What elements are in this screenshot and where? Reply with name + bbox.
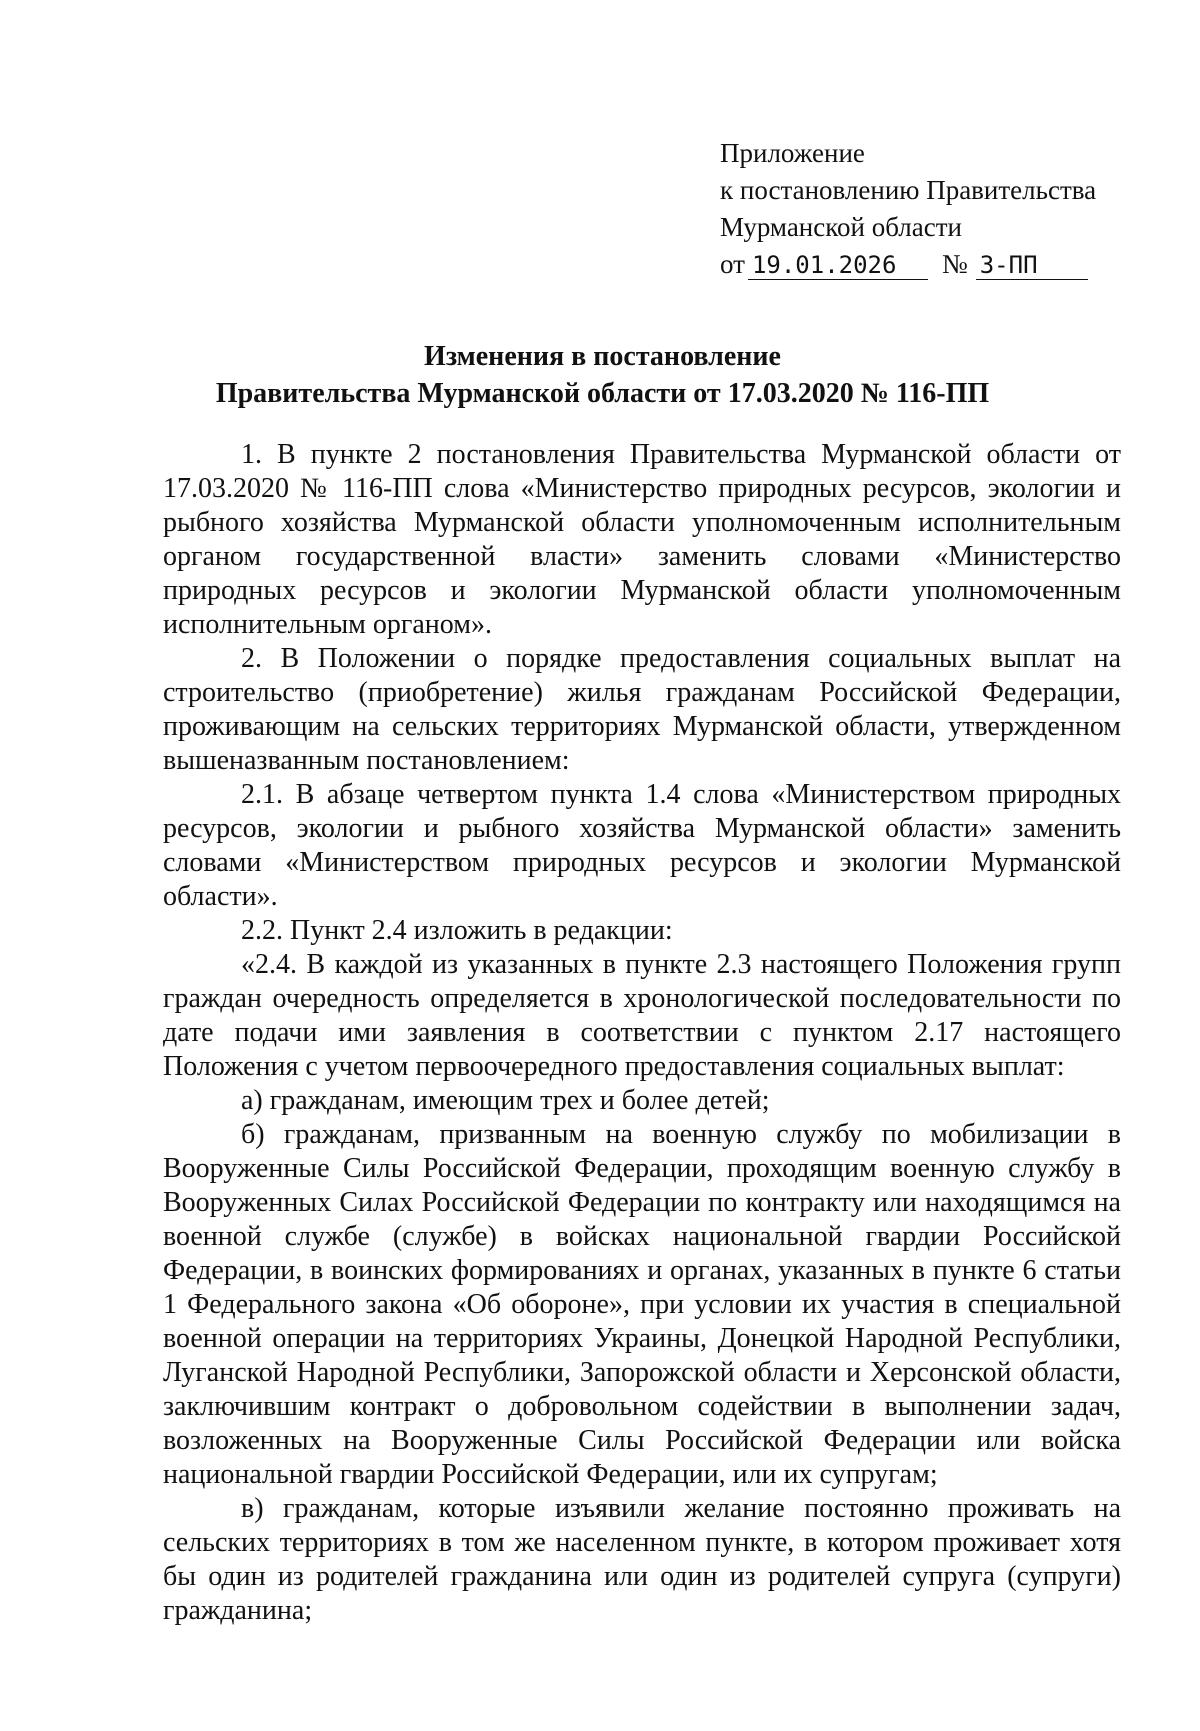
document-date: 19.01.2026 [748,251,928,280]
appendix-label: Приложение [720,138,865,168]
number-sign: № [941,249,968,279]
document-number: 3-ПП [976,251,1088,280]
paragraph-2-1: 2.1. В абзаце четвертом пункта 1.4 слова «Министерством природных ресурсов, экологии и рыбного хозяйства Мурманской области» заменить словами «Министерством природных ресурсов и экологии Мурманской области». [163,779,1121,912]
list-item-b: б) гражданам, призванным на военную службу по мобилизации в Вооруженные Силы Российской Федерации, проходящим военную службу в Вооруженных Силах Российской Федерации по контракту или находящимся на военной службе (службе) в войсках национальной гвардии Российской Федерации, в воинских формированиях и органах, указанных в пункте 6 статьи 1 Федерального закона «Об обороне», при условии их участия в специальной военной операции на территориях Украины, Донецкой Народной Республики, Луганской Народной Республики, Запорожской области и Херсонской области, заключившим контракт о добровольном содействии в выполнении задач, возложенных на Вооруженные Силы Российской Федерации или войска национальной гвардии Российской Федерации, или их супругам; [163,1119,1121,1490]
appendix-date-line [720,246,1096,283]
appendix-region: Мурманской области [720,212,962,242]
date-prefix: от [720,249,745,279]
document-title [150,338,1055,412]
paragraph-2-4-quote: «2.4. В каждой из указанных в пункте 2.3 настоящего Положения групп граждан очередность определяется в хронологической последовательности по дате подачи ими заявления в соответствии с пунктом 2.17 настоящего Положения с учетом первоочередного предоставления социальных выплат: [163,949,1121,1082]
list-item-a: а) гражданам, имеющим трех и более детей; [241,1085,770,1116]
document-body [163,438,1121,1628]
list-item-v: в) гражданам, которые изъявили желание постоянно проживать на сельских территориях в том же населенном пункте, в котором проживает хотя бы один из родителей гражданина или один из родителей супруга (супруги) гражданина; [163,1493,1121,1626]
title-line-1: Изменения в постановление [424,341,781,372]
paragraph-2-2: 2.2. Пункт 2.4 изложить в редакции: [241,915,673,946]
title-line-2: Правительства Мурманской области от 17.03.2020 № 116-ПП [215,378,990,409]
appendix-block [720,135,1096,283]
paragraph-1: 1. В пункте 2 постановления Правительства Мурманской области от 17.03.2020 № 116-ПП слова «Министерство природных ресурсов, экологии и рыбного хозяйства Мурманской области уполномоченным исполнительным органом государственной власти» заменить словами «Министерство природных ресурсов и экологии Мурманской области уполномоченным исполнительным органом». [163,439,1121,640]
paragraph-2: 2. В Положении о порядке предоставления социальных выплат на строительство (приобретение) жилья гражданам Российской Федерации, проживающим на сельских территориях Мурманской области, утвержденном вышеназванным постановлением: [163,643,1121,776]
appendix-reference: к постановлению Правительства [720,175,1097,205]
